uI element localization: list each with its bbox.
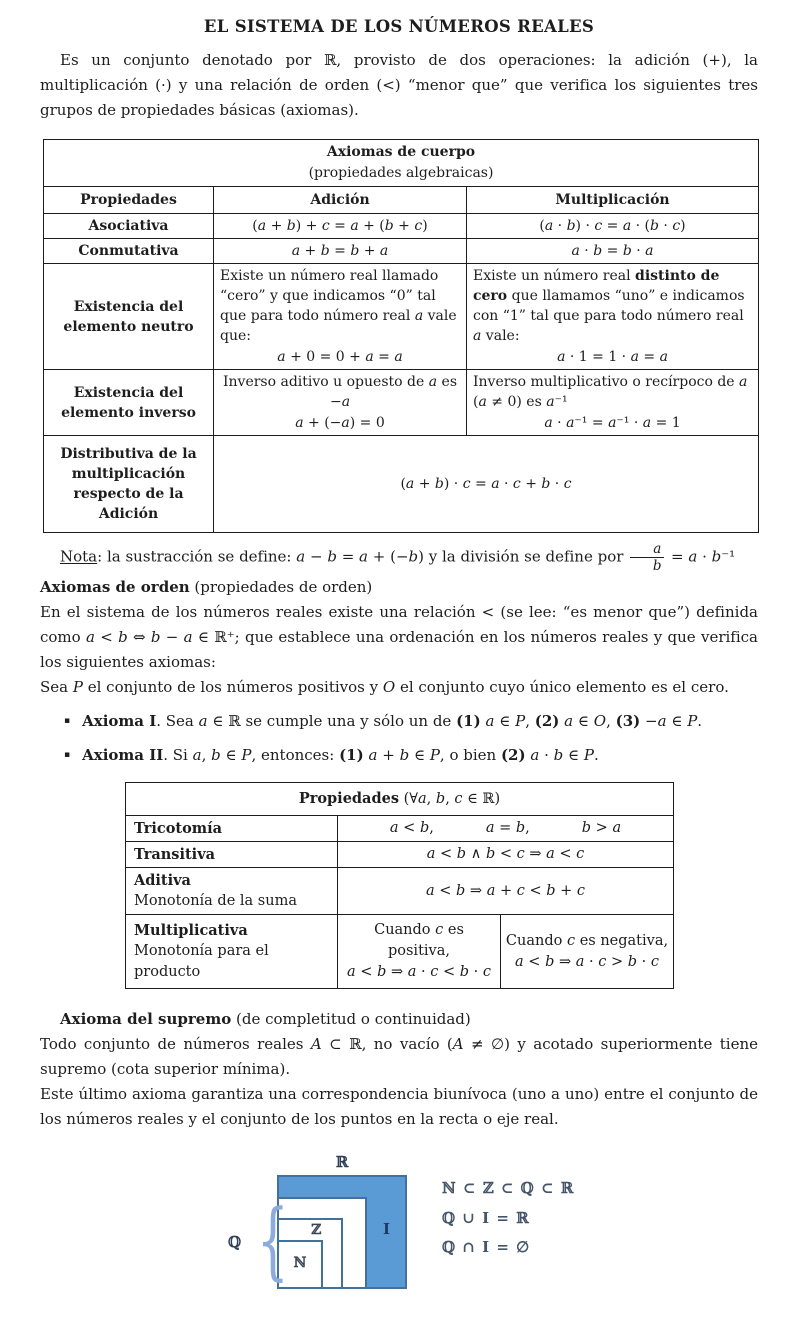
row-label: Existencia del elemento neutro <box>44 264 214 370</box>
equation-subsets: ℕ ⊂ ℤ ⊂ ℚ ⊂ ℝ <box>442 1179 575 1197</box>
formula-cell: a < b ⇒ a + c < b + c <box>338 868 674 915</box>
set-equations <box>442 1174 574 1263</box>
orden-table-title: Propiedades (∀a, b, c ∈ ℝ) <box>126 783 674 816</box>
definition-text: Inverso multiplicativo o recírpoco de a (a ≠ 0) es a⁻¹ <box>473 374 748 410</box>
definition-formula: a + 0 = 0 + a = a <box>277 349 403 365</box>
reals-square <box>277 1175 407 1289</box>
table-row-aditiva <box>126 868 674 915</box>
table-row <box>44 140 759 187</box>
equation-union: ℚ ∪ I = ℝ <box>442 1208 530 1227</box>
table-header-row <box>44 187 759 214</box>
cuerpo-table-subtitle: (propiedades algebraicas) <box>308 165 494 181</box>
definition-cell <box>467 264 759 370</box>
formula-cell: (a + b) + c = a + (b + c) <box>214 214 467 239</box>
nota-line: Nota: la sustracción se define: a − b = a + (−b) y la división se define por $\frac{a}{b}$ = a · b⁻¹ <box>60 541 736 574</box>
property-subtitle: Monotonía para el producto <box>134 943 269 980</box>
definition-cell <box>214 370 467 436</box>
table-header-row <box>126 783 674 816</box>
formula-cell: (a · b) · c = a · (b · c) <box>467 214 759 239</box>
irrationals-label: I <box>382 1220 390 1238</box>
definition-formula: a · a⁻¹ = a⁻¹ · a = 1 <box>544 415 681 431</box>
case-positive-cell: Cuando c es positiva, a < b ⇒ a · c < b · c <box>338 915 501 989</box>
axioma-1-item <box>64 709 758 734</box>
equation-intersection: ℚ ∩ I = ∅ <box>442 1238 531 1256</box>
axioma-2-text: Axioma II. Si a, b ∈ P, entonces: (1) a + b ∈ P, o bien (2) a · b ∈ P. <box>82 746 599 764</box>
row-label: Conmutativa <box>44 239 214 264</box>
table-row-tricotomia <box>126 816 674 842</box>
row-label: Transitiva <box>126 842 338 868</box>
property-name: Aditiva <box>134 872 191 889</box>
document-page <box>0 16 794 1289</box>
table-row-conmutativa <box>44 239 759 264</box>
column-header-multiplicacion: Multiplicación <box>467 187 759 214</box>
reals-label: ℝ <box>335 1153 349 1171</box>
formula-cell: a + b = b + a <box>214 239 467 264</box>
table-row-neutro <box>44 264 759 370</box>
row-label: Distributiva de la multiplicación respecto de la Adición <box>44 436 214 533</box>
table-row-asociativa <box>44 214 759 239</box>
axiomas-cuerpo-table <box>43 139 759 533</box>
definition-text: Existe un número real distinto de cero que llamamos “uno” e indicamos con “1” tal que para todo número real a vale: <box>473 268 745 344</box>
naturals-label: ℕ <box>293 1255 307 1271</box>
definition-text: Inverso aditivo u opuesto de a es −a <box>222 374 457 410</box>
row-label: Asociativa <box>44 214 214 239</box>
formula-cell: a < b ∧ b < c ⇒ a < c <box>338 842 674 868</box>
definition-formula: a + (−a) = 0 <box>295 415 385 431</box>
column-header-adicion: Adición <box>214 187 467 214</box>
number-sets-diagram <box>40 1148 758 1318</box>
orden-paragraph-2: Sea P el conjunto de los números positivos y O el conjunto cuyo único elemento es el cero. <box>40 678 729 696</box>
supremo-heading: Axioma del supremo (de completitud o continuidad) <box>60 1010 471 1028</box>
formula-cell: a < b, a = b, b > a <box>338 816 674 842</box>
row-label <box>126 868 338 915</box>
supremo-paragraph-2: Este último axioma garantiza una correspondencia biunívoca (uno a uno) entre el conjunto de los números reales y el conjunto de los puntos en la recta o eje real. <box>40 1085 758 1128</box>
row-label: Existencia del elemento inverso <box>44 370 214 436</box>
property-name: Multiplicativa <box>134 922 248 939</box>
table-row-inverso <box>44 370 759 436</box>
formula-cell: (a + b) · c = a · c + b · c <box>214 436 759 533</box>
rationals-label: ℚ <box>228 1233 242 1251</box>
definition-cell <box>467 370 759 436</box>
property-subtitle: Monotonía de la suma <box>134 893 297 909</box>
bullet-icon: ▪ <box>64 716 71 726</box>
intro-paragraph: Es un conjunto denotado por ℝ, provisto de dos operaciones: la adición (+), la multiplicación (·) y una relación de orden (<) “menor que” que verifica los siguientes tres grupos de propiedades básicas (axiomas). <box>40 51 758 119</box>
table-row-multiplicativa <box>126 915 674 989</box>
column-header-propiedades: Propiedades <box>44 187 214 214</box>
formula-cell: a · b = b · a <box>467 239 759 264</box>
rationals-box <box>277 1197 367 1289</box>
definition-text: Existe un número real llamado “cero” y que indicamos “0” tal que para todo número real a vale que: <box>220 268 457 344</box>
orden-paragraph-1: En el sistema de los números reales existe una relación < (se lee: “es menor que”) definida como a < b ⇔ b − a ∈ ℝ⁺; que establece una ordenación en los números reales y que verifica los siguientes axiomas: <box>40 603 758 671</box>
axioma-2-item <box>64 743 758 768</box>
table-row-distributiva <box>44 436 759 533</box>
bullet-icon: ▪ <box>64 750 71 760</box>
row-label <box>126 915 338 989</box>
propiedades-orden-table <box>125 782 674 989</box>
q-brace-icon: { <box>256 1191 289 1289</box>
table-row-transitiva <box>126 842 674 868</box>
case-negative-cell: Cuando c es negativa, a < b ⇒ a · c > b · c <box>501 915 674 989</box>
row-label: Tricotomía <box>126 816 338 842</box>
integers-label: ℤ <box>311 1222 322 1238</box>
definition-formula: a · 1 = 1 · a = a <box>557 349 668 365</box>
axioma-1-text: Axioma I. Sea a ∈ ℝ se cumple una y sólo un de (1) a ∈ P, (2) a ∈ O, (3) −a ∈ P. <box>82 712 703 730</box>
orden-heading: Axiomas de orden (propiedades de orden) <box>40 578 373 596</box>
cuerpo-table-title: Axiomas de cuerpo <box>326 144 476 160</box>
page-title: EL SISTEMA DE LOS NÚMEROS REALES <box>203 17 595 36</box>
definition-cell <box>214 264 467 370</box>
supremo-paragraph-1: Todo conjunto de números reales A ⊂ ℝ, no vacío (A ≠ ∅) y acotado superiormente tiene supremo (cota superior mínima). <box>40 1035 758 1078</box>
